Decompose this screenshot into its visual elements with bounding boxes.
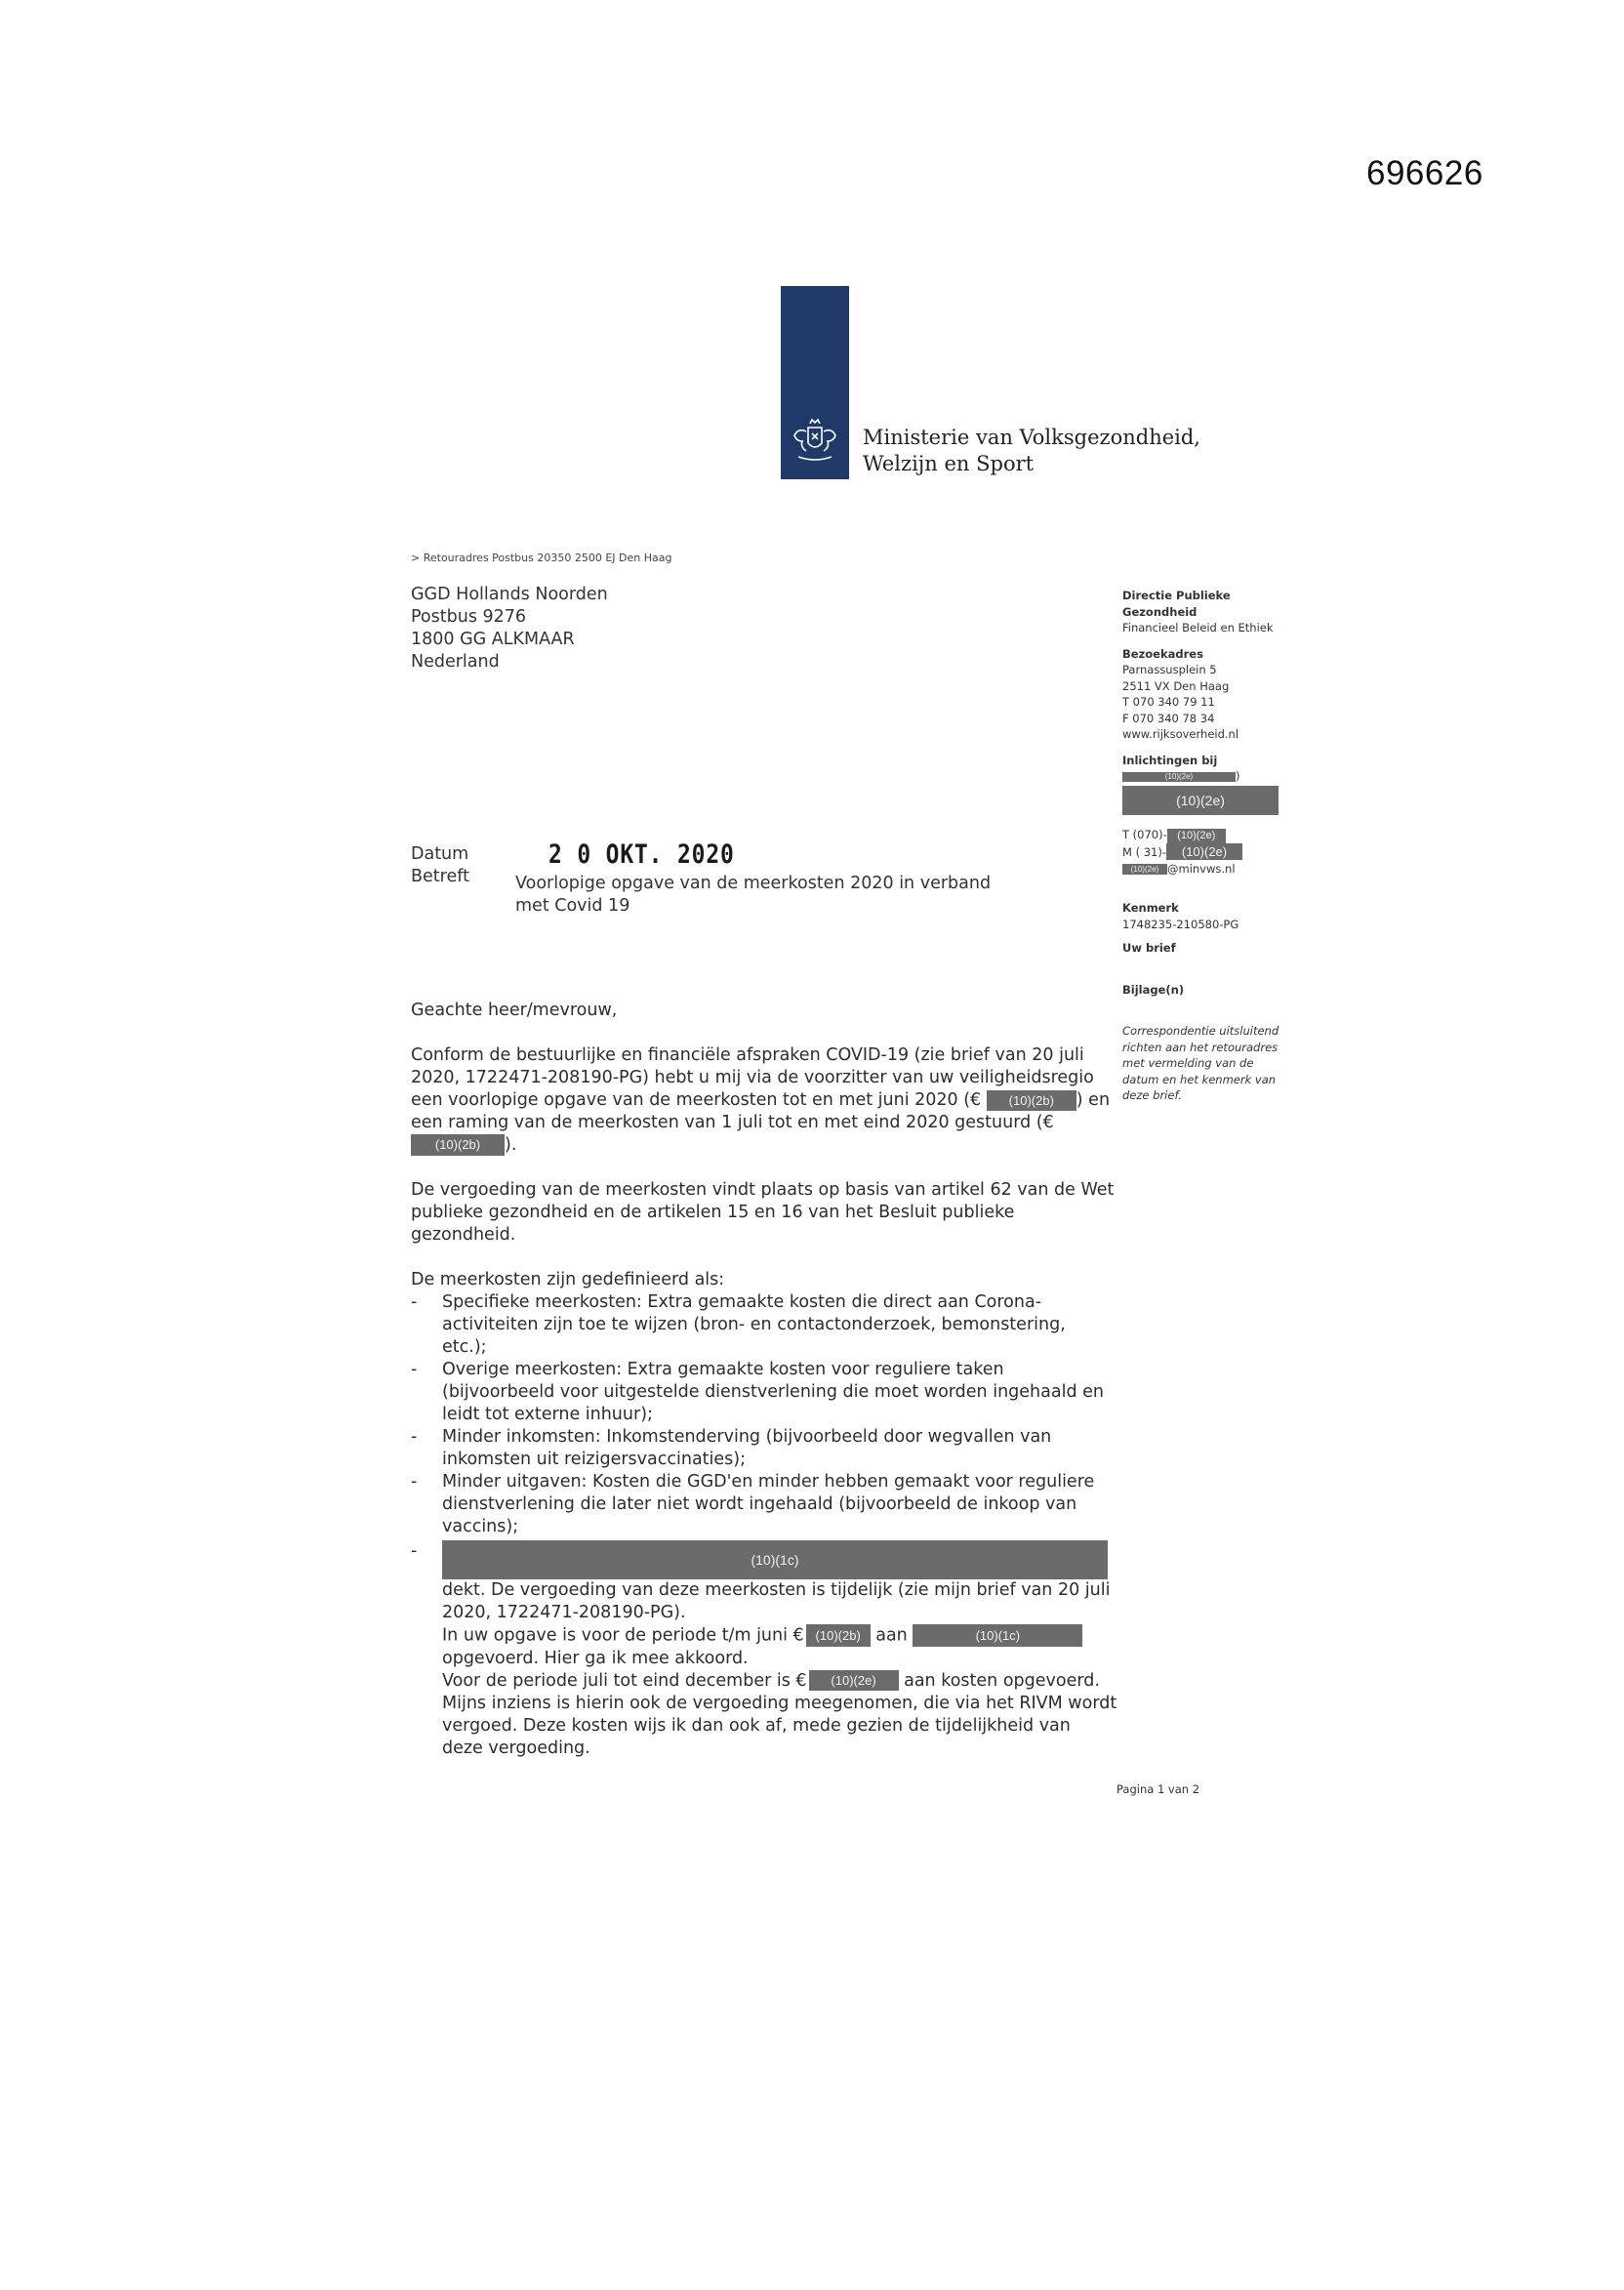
assessment	[411, 1624, 1117, 1760]
salutation: Geachte heer/mevrouw,	[411, 1001, 618, 1020]
redaction-box: (10)(2b)	[806, 1624, 871, 1647]
visit-address-line: F 070 340 78 34	[1122, 711, 1215, 725]
redaction-box: (10)(2b)	[987, 1090, 1076, 1111]
paragraph-line: een raming van de meerkosten van 1 juli tot en met eind 2020 gestuurd (€	[411, 1113, 1054, 1132]
list-intro: De meerkosten zijn gedefinieerd als:	[411, 1270, 725, 1289]
paragraph-line: Conform de bestuurlijke en financiële afspraken COVID-19 (zie brief van 20 juli	[411, 1045, 1084, 1065]
recipient-line: 1800 GG ALKMAAR	[411, 630, 575, 649]
redaction-box: (10)(2e)	[1122, 786, 1279, 815]
list-item-line: Minder uitgaven: Kosten die GGD'en minder hebben gemaakt voor reguliere	[442, 1472, 1095, 1492]
redaction-box: (10)(2e)	[1122, 864, 1167, 875]
list-item	[411, 1540, 1114, 1624]
recipient-line: Nederland	[411, 652, 500, 672]
paragraph-3	[411, 1269, 1117, 1760]
reference-value: 1748235-210580-PG	[1122, 917, 1239, 931]
list-item	[411, 1471, 1114, 1538]
document-number: 696626	[1366, 154, 1483, 192]
phone-m-prefix: M ( 31)-	[1122, 845, 1166, 859]
dept-title-line: Gezondheid	[1122, 604, 1198, 619]
redaction-box: (10)(1c)	[913, 1624, 1082, 1647]
recipient-line: Postbus 9276	[411, 607, 527, 627]
list-item-line: inkomsten uit reizigersvaccinaties);	[442, 1450, 747, 1469]
list-dash: -	[411, 1360, 418, 1379]
list-item-line: dekt. De vergoeding van deze meerkosten is tijdelijk (zie mijn brief van 20 juli	[442, 1580, 1111, 1600]
list-dash: -	[411, 1292, 418, 1312]
info-paren: )	[1236, 769, 1240, 783]
page-number: Pagina 1 van 2	[1116, 1782, 1200, 1796]
paragraph-text: ).	[505, 1135, 517, 1155]
dept-subtitle: Financieel Beleid en Ethiek	[1122, 621, 1274, 634]
reference-title: Kenmerk	[1122, 901, 1179, 915]
visit-address-title: Bezoekadres	[1122, 646, 1203, 661]
assessment-text: aan kosten opgevoerd.	[898, 1670, 1100, 1691]
dept-title-line: Directie Publieke	[1122, 589, 1231, 602]
email-suffix: @minvws.nl	[1167, 861, 1236, 876]
correspondence-note-line: met vermelding van de	[1122, 1056, 1254, 1070]
correspondence-note-line: datum en het kenmerk van	[1122, 1072, 1277, 1086]
ministry-name-line1: Ministerie van Volksgezondheid,	[863, 426, 1200, 449]
correspondence-note-line: richten aan het retouradres	[1122, 1040, 1279, 1054]
paragraph-line: gezondheid.	[411, 1225, 516, 1245]
redaction-box: (10)(2b)	[411, 1134, 505, 1156]
attachments-title: Bijlage(n)	[1122, 982, 1185, 997]
visit-address-line: 2511 VX Den Haag	[1122, 678, 1230, 693]
paragraph-1	[411, 1044, 1114, 1157]
visit-address-line: Parnassusplein 5	[1122, 663, 1217, 676]
phone-t-prefix: T (070)-	[1122, 828, 1167, 841]
paragraph-text: een voorlopige opgave van de meerkosten tot en met juni 2020 (€	[411, 1090, 987, 1110]
ministry-name	[863, 425, 1200, 477]
list-item-line: Minder inkomsten: Inkomstenderving (bijvoorbeeld door wegvallen van	[442, 1427, 1052, 1447]
recipient-address	[411, 584, 608, 674]
paragraph-line: publieke gezondheid en de artikelen 15 en 16 van het Besluit publieke	[411, 1203, 1015, 1222]
correspondence-note-line: deze brief.	[1122, 1088, 1182, 1102]
list-item-line: Overige meerkosten: Extra gemaakte kosten voor reguliere taken	[442, 1360, 1004, 1379]
date-stamp: 2 0 OKT. 2020	[548, 839, 735, 870]
list-item-line: activiteiten zijn toe te wijzen (bron- en contactonderzoek, bemonstering,	[442, 1315, 1066, 1334]
coat-of-arms-icon	[785, 410, 845, 469]
redaction-box: (10)(2e)	[1166, 843, 1242, 860]
list-item-line: 2020, 1722471-208190-PG).	[442, 1603, 686, 1622]
list-item-line: Specifieke meerkosten: Extra gemaakte kosten die direct aan Corona-	[442, 1292, 1042, 1312]
return-address: > Retouradres Postbus 20350 2500 EJ Den Haag	[411, 552, 672, 564]
list-item-line: leidt tot externe inhuur);	[442, 1405, 653, 1424]
paragraph-line: De vergoeding van de meerkosten vindt plaats op basis van artikel 62 van de Wet	[411, 1180, 1115, 1200]
list-dash: -	[411, 1541, 418, 1561]
assessment-text: In uw opgave is voor de periode t/m juni €	[442, 1625, 804, 1646]
redaction-box: (10)(2e)	[1167, 829, 1226, 843]
visit-address-line: T 070 340 79 11	[1122, 695, 1215, 709]
website-link: www.rijksoverheid.nl	[1122, 727, 1239, 741]
assessment-text: aan	[870, 1625, 914, 1646]
paragraph-line: 2020, 1722471-208190-PG) hebt u mij via de voorzitter van uw veiligheidsregio	[411, 1068, 1094, 1087]
correspondence-note-line: Correspondentie uitsluitend	[1122, 1024, 1279, 1038]
closing-line: Mijns inziens is hierin ook de vergoeding meegenomen, die via het RIVM wordt	[442, 1693, 1117, 1713]
sender-sidebar	[1122, 588, 1357, 1104]
list-item-line: (bijvoorbeeld voor uitgestelde dienstverlening die moet worden ingehaald en	[442, 1382, 1104, 1402]
subject	[515, 873, 1023, 918]
list-item-line: dienstverlening die later niet wordt ingehaald (bijvoorbeeld de inkoop van	[442, 1494, 1077, 1514]
list-item	[411, 1359, 1114, 1426]
closing-line: deze vergoeding.	[442, 1738, 590, 1758]
recipient-line: GGD Hollands Noorden	[411, 585, 608, 604]
subject-line: met Covid 19	[515, 896, 630, 916]
assessment-text: Voor de periode juli tot eind december is €	[442, 1670, 807, 1691]
info-title: Inlichtingen bij	[1122, 753, 1218, 767]
list-item	[411, 1426, 1114, 1471]
paragraph-2	[411, 1179, 1114, 1247]
your-letter-title: Uw brief	[1122, 941, 1176, 955]
paragraph-text: ) en	[1076, 1090, 1111, 1110]
redaction-box: (10)(2e)	[809, 1670, 899, 1691]
ministry-name-line2: Welzijn en Sport	[863, 452, 1035, 475]
letter-body	[411, 1000, 1117, 1760]
list-item	[411, 1291, 1114, 1359]
redaction-box: (10)(1c)	[442, 1540, 1108, 1579]
date-label: Datum	[411, 844, 469, 864]
list-dash: -	[411, 1427, 418, 1447]
closing-line: vergoed. Deze kosten wijs ik dan ook af, mede gezien de tijdelijkheid van	[442, 1715, 1071, 1736]
list-item-line: etc.);	[442, 1337, 487, 1357]
subject-line: Voorlopige opgave van de meerkosten 2020 in verband	[515, 874, 992, 893]
list-dash: -	[411, 1472, 418, 1492]
redaction-box: (10)(2e)	[1122, 772, 1236, 782]
list-item-line: vaccins);	[442, 1517, 519, 1536]
assessment-line: opgevoerd. Hier ga ik mee akkoord.	[442, 1648, 749, 1668]
subject-label: Betreft	[411, 867, 469, 886]
